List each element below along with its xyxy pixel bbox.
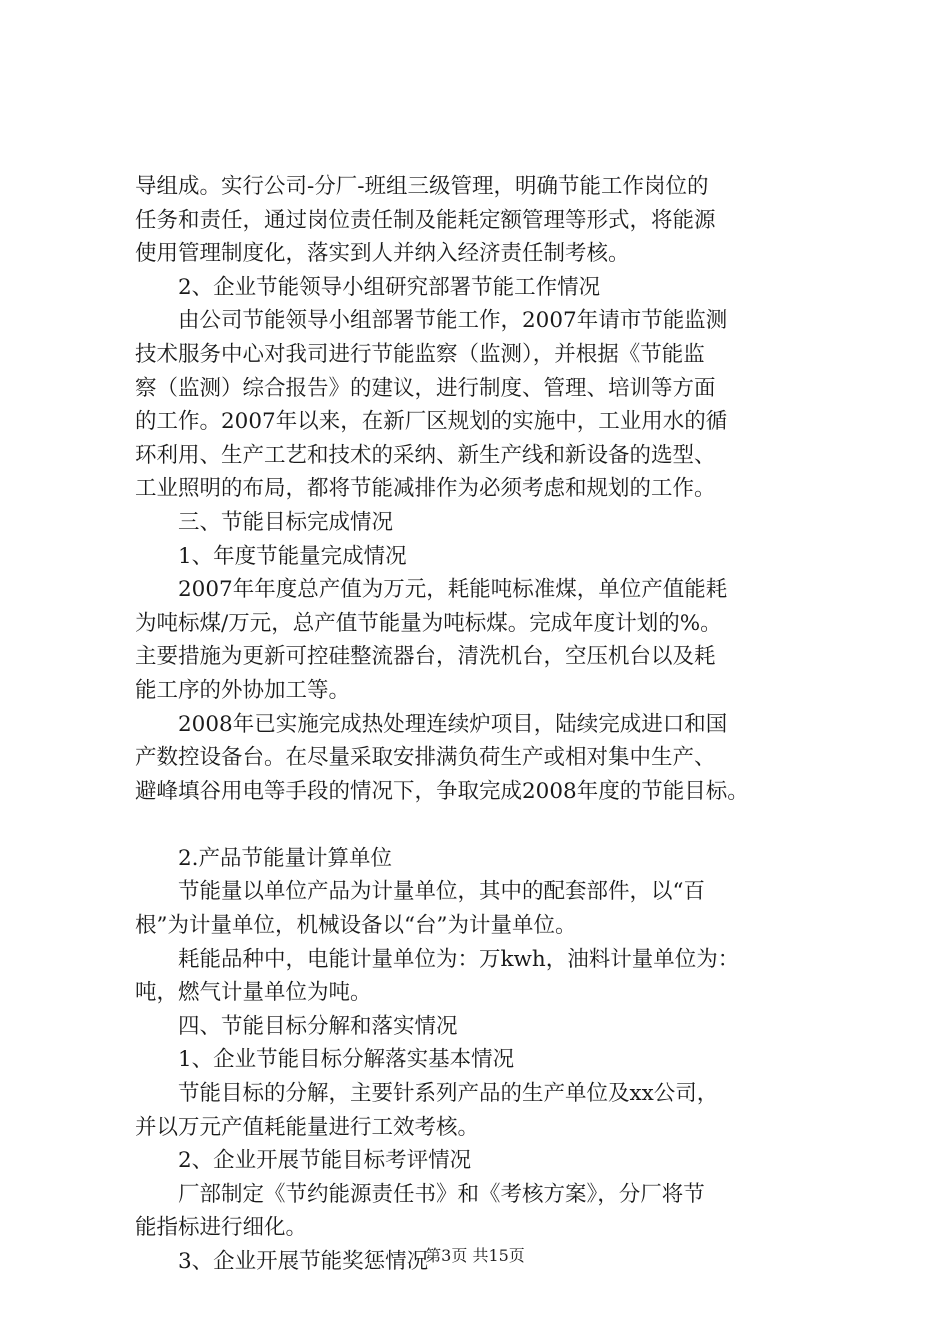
paragraph-line: 节能目标的分解，主要针系列产品的生产单位及xx公司， xyxy=(178,1081,719,1107)
page-footer: 第3页 共15页 xyxy=(425,1246,525,1265)
section-heading: 三、节能目标完成情况 xyxy=(178,509,394,535)
section-heading: 3、企业开展节能奖惩情况 xyxy=(178,1249,429,1274)
document-body xyxy=(135,170,835,1279)
section-heading: 2、企业节能领导小组研究部署节能工作情况 xyxy=(178,274,601,300)
paragraph-line: 的工作。2007年以来，在新厂区规划的实施中，工业用水的循 xyxy=(135,409,728,435)
paragraph-line: 主要措施为更新可控硅整流器台，清洗机台，空压机台以及耗 xyxy=(135,644,716,670)
paragraph-line: 能指标进行细化。 xyxy=(135,1215,308,1241)
section-heading: 1、年度节能量完成情况 xyxy=(178,543,407,569)
section-heading: 2.产品节能量计算单位 xyxy=(178,845,393,871)
paragraph-line: 产数控设备台。在尽量采取安排满负荷生产或相对集中生产、 xyxy=(135,745,716,771)
paragraph-line: 环利用、生产工艺和技术的采纳、新生产线和新设备的选型、 xyxy=(135,442,716,468)
paragraph-line: 节能量以单位产品为计量单位，其中的配套部件，以“百 xyxy=(178,879,705,905)
paragraph-line: 避峰填谷用电等手段的情况下，争取完成2008年度的节能目标。 xyxy=(135,778,749,804)
paragraph-line: 察（监测）综合报告》的建议，进行制度、管理、培训等方面 xyxy=(135,375,716,401)
section-heading: 四、节能目标分解和落实情况 xyxy=(178,1013,458,1039)
paragraph-line: 2007年年度总产值为万元，耗能吨标准煤，单位产值能耗 xyxy=(178,577,728,603)
paragraph-line: 根”为计量单位，机械设备以“台”为计量单位。 xyxy=(135,913,577,939)
paragraph-line: 并以万元产值耗能量进行工效考核。 xyxy=(135,1114,480,1140)
paragraph-line: 工业照明的布局，都将节能减排作为必须考虑和规划的工作。 xyxy=(135,476,716,502)
paragraph-line: 为吨标煤/万元，总产值节能量为吨标煤。完成年度计划的%。 xyxy=(135,610,722,636)
section-heading: 1、企业节能目标分解落实基本情况 xyxy=(178,1047,515,1073)
paragraph-line: 由公司节能领导小组部署节能工作，2007年请市节能监测 xyxy=(178,308,728,334)
paragraph-line: 厂部制定《节约能源责任书》和《考核方案》，分厂将节 xyxy=(178,1181,705,1207)
section-heading: 2、企业开展节能目标考评情况 xyxy=(178,1148,472,1174)
paragraph-line: 使用管理制度化，落实到人并纳入经济责任制考核。 xyxy=(135,241,630,267)
paragraph-line: 能工序的外协加工等。 xyxy=(135,677,351,703)
paragraph-line: 吨，燃气计量单位为吨。 xyxy=(135,980,372,1006)
paragraph-line: 技术服务中心对我司进行节能监察（监测），并根据《节能监 xyxy=(135,341,705,367)
paragraph-line: 2008年已实施完成热处理连续炉项目，陆续完成进口和国 xyxy=(178,711,728,737)
paragraph-line: 导组成。实行公司-分厂-班组三级管理，明确节能工作岗位的 xyxy=(135,174,709,199)
paragraph-line: 任务和责任，通过岗位责任制及能耗定额管理等形式，将能源 xyxy=(135,207,716,233)
blank-line xyxy=(135,808,835,842)
paragraph-line: 耗能品种中，电能计量单位为：万kwh，油料计量单位为： xyxy=(178,946,740,972)
